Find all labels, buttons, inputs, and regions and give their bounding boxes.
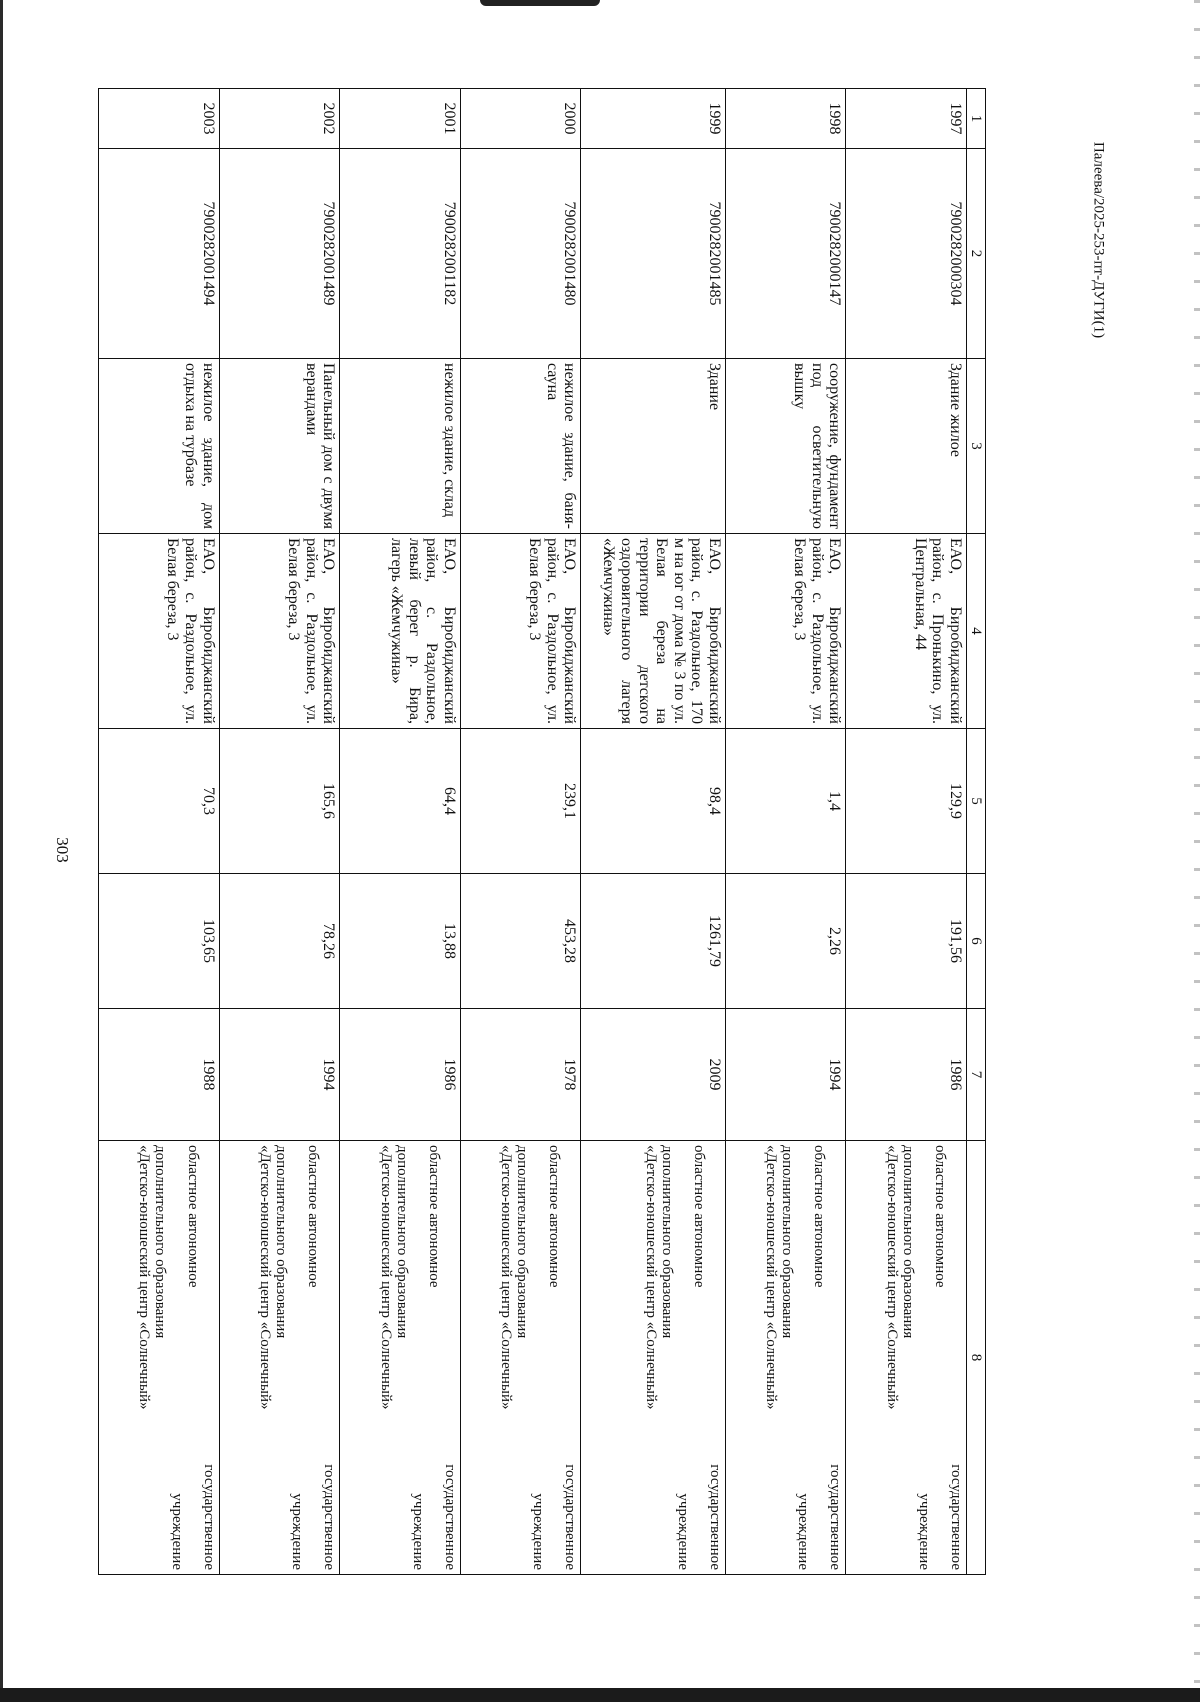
column-number-5: 5 — [967, 729, 986, 874]
table-row — [219, 89, 340, 1575]
owner-line: государственное — [200, 1464, 217, 1570]
cadastral-number: 7900282001494 — [99, 149, 220, 359]
table-row — [581, 89, 726, 1575]
owner-line: государственное — [948, 1464, 964, 1570]
owner-line: дополнительного образования — [779, 1145, 796, 1339]
object-address: ЕАО, Биробиджанский район, с. Раздольное, ул. Белая береза, 3 — [725, 534, 846, 729]
page-number: 303 — [53, 837, 72, 863]
object-area: 129,9 — [846, 729, 967, 874]
owner-line: «Детско-юношеский центр «Солнечный» — [498, 1145, 515, 1410]
table-row — [725, 89, 846, 1575]
scan-edge-right — [1194, 0, 1200, 1702]
owner-line: учреждение — [168, 1493, 185, 1570]
row-number: 1997 — [846, 89, 967, 149]
cadastral-number: 7900282000304 — [846, 149, 967, 359]
object-cost: 2,26 — [725, 874, 846, 1009]
object-address: ЕАО, Биробиджанский район, с. Раздольное, ул. Белая береза, 3 — [460, 534, 581, 729]
owner-line: областное автономное — [690, 1145, 707, 1288]
object-year: 2009 — [581, 1009, 726, 1141]
owner-cell — [725, 1141, 846, 1575]
column-number-1: 1 — [967, 89, 986, 149]
owner-cell — [460, 1141, 581, 1575]
table-row — [460, 89, 581, 1575]
cadastral-number: 7900282001485 — [581, 149, 726, 359]
owner-line: «Детско-юношеский центр «Солнечный» — [883, 1145, 900, 1410]
scan-edge-left — [0, 0, 3, 1702]
column-number-6: 6 — [967, 874, 986, 1009]
owner-line: учреждение — [409, 1493, 426, 1570]
object-year: 1986 — [846, 1009, 967, 1141]
owner-line: дополнительного образования — [514, 1145, 531, 1339]
owner-line: учреждение — [795, 1493, 812, 1570]
column-number-4: 4 — [967, 534, 986, 729]
column-number-8: 8 — [967, 1141, 986, 1575]
owner-cell — [219, 1141, 340, 1575]
owner-line: дополнительного образования — [899, 1145, 916, 1339]
owner-line: «Детско-юношеский центр «Солнечный» — [642, 1145, 659, 1410]
owner-line: государственное — [706, 1464, 723, 1570]
row-number: 2000 — [460, 89, 581, 149]
object-address: ЕАО, Биробиджанский район, с. Пронькино, ул. Центральная, 44 — [846, 534, 967, 729]
property-table — [98, 88, 986, 1575]
cadastral-number: 7900282001489 — [219, 149, 340, 359]
object-name: нежилое здание, дом отдыха на турбазе — [99, 359, 220, 534]
owner-line: «Детско-юношеский центр «Солнечный» — [136, 1145, 153, 1410]
table-row — [846, 89, 967, 1575]
owner-line: государственное — [562, 1464, 579, 1570]
row-number: 1999 — [581, 89, 726, 149]
cadastral-number: 7900282000147 — [725, 149, 846, 359]
owner-line: областное автономное — [931, 1145, 948, 1288]
object-year: 1986 — [340, 1009, 461, 1141]
table-row — [340, 89, 461, 1575]
table-holder — [98, 88, 986, 1574]
column-number-2: 2 — [967, 149, 986, 359]
owner-cell — [99, 1141, 220, 1575]
row-number: 2001 — [340, 89, 461, 149]
object-cost: 13,88 — [340, 874, 461, 1009]
row-number: 2002 — [219, 89, 340, 149]
object-address: ЕАО, Биробиджанский район, с. Раздольное, ул. Белая береза, 3 — [99, 534, 220, 729]
object-name: нежилое здание, баня-сауна — [460, 359, 581, 534]
object-cost: 191,56 — [846, 874, 967, 1009]
object-area: 239,1 — [460, 729, 581, 874]
object-area: 98,4 — [581, 729, 726, 874]
object-year: 1988 — [99, 1009, 220, 1141]
object-year: 1994 — [219, 1009, 340, 1141]
object-name: Здание жилое — [846, 359, 967, 534]
object-year: 1994 — [725, 1009, 846, 1141]
owner-line: областное автономное — [425, 1145, 442, 1288]
owner-line: «Детско-юношеский центр «Солнечный» — [377, 1145, 394, 1410]
owner-line: учреждение — [915, 1493, 932, 1570]
cadastral-number: 7900282001480 — [460, 149, 581, 359]
object-cost: 1261,79 — [581, 874, 726, 1009]
owner-line: «Детско-юношеский центр «Солнечный» — [763, 1145, 780, 1410]
object-cost: 453,28 — [460, 874, 581, 1009]
column-number-row — [967, 89, 986, 1575]
scan-edge-bottom — [0, 1688, 1200, 1702]
owner-line: «Детско-юношеский центр «Солнечный» — [256, 1145, 273, 1410]
owner-cell — [846, 1141, 967, 1575]
owner-line: областное автономное — [184, 1145, 201, 1288]
owner-line: учреждение — [289, 1493, 306, 1570]
owner-line: учреждение — [530, 1493, 547, 1570]
object-name: Панельный дом с двумя верандами — [219, 359, 340, 534]
object-name: нежилое здание, склад — [340, 359, 461, 534]
row-number: 2003 — [99, 89, 220, 149]
object-name: Здание — [581, 359, 726, 534]
owner-line: областное автономное — [546, 1145, 563, 1288]
row-number: 1998 — [725, 89, 846, 149]
footer-code: Палеева/2025-253-пт-ДУГИ(1) — [1090, 141, 1107, 339]
owner-line: дополнительного образования — [658, 1145, 675, 1339]
object-address: ЕАО, Биробиджанский район, с. Раздольное, левый берег р. Бира, лагерь «Жемчужина» — [340, 534, 461, 729]
object-area: 1,4 — [725, 729, 846, 874]
owner-line: дополнительного образования — [152, 1145, 169, 1339]
cadastral-number: 7900282001182 — [340, 149, 461, 359]
owner-line: государственное — [441, 1464, 458, 1570]
object-area: 165,6 — [219, 729, 340, 874]
table-row — [99, 89, 220, 1575]
owner-line: учреждение — [674, 1493, 691, 1570]
owner-line: дополнительного образования — [393, 1145, 410, 1339]
column-number-7: 7 — [967, 1009, 986, 1141]
owner-cell — [581, 1141, 726, 1575]
owner-line: областное автономное — [811, 1145, 828, 1288]
object-address: ЕАО, Биробиджанский район, с. Раздольное, 170 м на юг от дома № 3 по ул. Белая береза на территории детского оздоровительного лагеря «Жемчужина» — [581, 534, 726, 729]
scan-smudge-top — [480, 0, 600, 6]
owner-cell — [340, 1141, 461, 1575]
object-cost: 103,65 — [99, 874, 220, 1009]
object-year: 1978 — [460, 1009, 581, 1141]
column-number-3: 3 — [967, 359, 986, 534]
object-cost: 78,26 — [219, 874, 340, 1009]
owner-line: областное автономное — [305, 1145, 322, 1288]
object-area: 64,4 — [340, 729, 461, 874]
owner-line: государственное — [827, 1464, 844, 1570]
owner-line: государственное — [321, 1464, 338, 1570]
object-address: ЕАО, Биробиджанский район, с. Раздольное, ул. Белая береза, 3 — [219, 534, 340, 729]
owner-line: дополнительного образования — [273, 1145, 290, 1339]
object-area: 70,3 — [99, 729, 220, 874]
object-name: сооружение, фундамент под осветительную вышку — [725, 359, 846, 534]
